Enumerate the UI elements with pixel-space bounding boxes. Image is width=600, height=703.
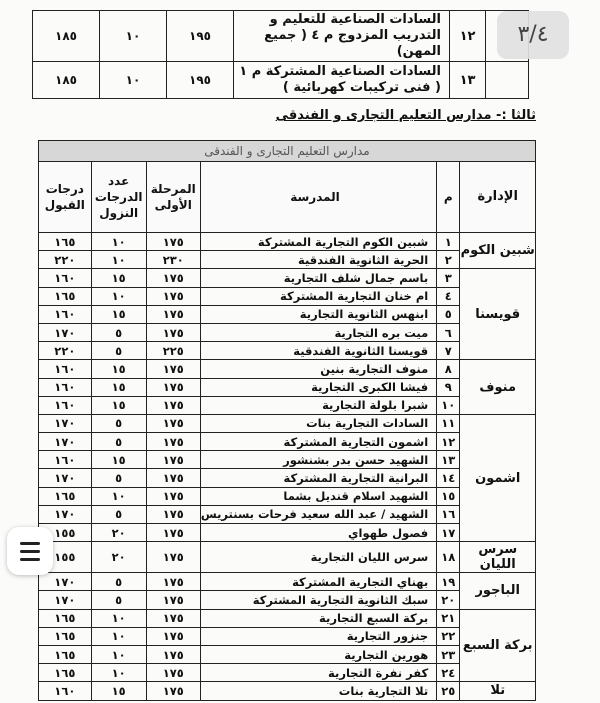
first-stage-cell: ١٧٥ [146,269,200,287]
row-number-cell: ٤ [437,287,460,305]
row-number-cell: ٧ [437,342,460,360]
min-degrees-cell: ١٦٥ [39,609,92,627]
first-stage-cell: ١٧٥ [146,627,200,645]
min-degrees-cell: ١٦٥ [39,627,92,645]
idara-cell: منوف [460,360,536,415]
row-number-cell: ١٠ [437,396,460,414]
drop-degrees-cell: ٥ [91,469,146,487]
first-stage-cell: ١٧٥ [146,469,200,487]
top-num-cell: ١٢ [450,11,486,62]
school-name-cell: سبك الثانوية التجارية المشتركة [200,591,436,609]
top-min-cell: ١٨٥ [33,11,100,62]
row-number-cell: ٢٠ [437,591,460,609]
table-row [39,414,536,432]
first-stage-cell: ١٧٥ [146,360,200,378]
top-gov-cell [486,62,529,99]
row-number-cell: ١٢ [437,433,460,451]
row-number-cell: ٢٤ [437,664,460,682]
commercial-schools-table [38,140,536,701]
idara-cell: تلا [460,682,536,700]
first-stage-cell: ١٧٥ [146,287,200,305]
drop-degrees-cell: ٢٠ [91,524,146,542]
first-stage-cell: ١٧٥ [146,433,200,451]
top-table-row [33,11,529,62]
menu-icon-bar [20,558,40,561]
school-name-cell: بهناي التجارية المشتركة [200,573,436,591]
drop-degrees-cell: ١٥ [91,360,146,378]
min-degrees-cell: ٢٢٠ [39,342,92,360]
table-row [39,609,536,627]
row-number-cell: ١٧ [437,524,460,542]
row-number-cell: ٢٥ [437,682,460,700]
row-number-cell: ٢ [437,251,460,269]
school-name-cell: السادات التجارية بنات [200,414,436,432]
table-row [39,573,536,591]
table-row [39,682,536,700]
min-degrees-cell: ١٧٠ [39,591,92,609]
idara-cell: اشمون [460,414,536,541]
top-num-cell: ١٣ [450,62,486,99]
top-first-stage-cell: ١٩٥ [167,11,234,62]
idara-cell: بركة السبع [460,609,536,682]
idara-cell: قويسنا [460,269,536,360]
first-stage-cell: ١٧٥ [146,609,200,627]
first-stage-cell: ١٧٥ [146,378,200,396]
table-row [39,233,536,251]
row-number-cell: ١٤ [437,469,460,487]
top-school-cell: السادات الصناعية للتعليم و التدريب المزدوج م ٤ ( جميع المهن) [234,11,450,62]
school-name-cell: جنزور التجارية [200,627,436,645]
school-name-cell: فيشا الكبرى التجارية [200,378,436,396]
idara-cell: الباجور [460,573,536,609]
idara-cell: سرس الليان [460,542,536,573]
row-number-cell: ٢٣ [437,645,460,663]
first-stage-cell: ١٧٥ [146,664,200,682]
page-indicator: ٣/٤ [497,11,569,59]
school-name-cell: قويسنا الثانوية الفندقية [200,342,436,360]
header-drop-degrees: عدد الدرجات النزول [91,162,146,233]
first-stage-cell: ١٧٥ [146,487,200,505]
row-number-cell: ٨ [437,360,460,378]
drop-degrees-cell: ١٥ [91,396,146,414]
drop-degrees-cell: ١٥ [91,378,146,396]
top-table-row [33,62,529,99]
row-number-cell: ١٦ [437,505,460,523]
header-m: م [437,162,460,233]
school-name-cell: شبين الكوم التجارية المشتركة [200,233,436,251]
top-drop-cell: ١٠ [100,62,167,99]
row-number-cell: ١٩ [437,573,460,591]
drop-degrees-cell: ٥ [91,414,146,432]
drop-degrees-cell: ١٠ [91,664,146,682]
school-name-cell: سرس الليان التجارية [200,542,436,573]
school-name-cell: كفر نفرة التجارية [200,664,436,682]
school-name-cell: منوف التجارية بنين [200,360,436,378]
min-degrees-cell: ١٦٥ [39,287,92,305]
menu-icon-bar [20,542,40,545]
drop-degrees-cell: ١٠ [91,645,146,663]
top-drop-cell: ١٠ [100,11,167,62]
school-name-cell: شبرا بلولة التجارية [200,396,436,414]
first-stage-cell: ١٧٥ [146,323,200,341]
drop-degrees-cell: ٥ [91,505,146,523]
school-name-cell: الحرية الثانوية الفندقية [200,251,436,269]
min-degrees-cell: ١٧٠ [39,433,92,451]
school-name-cell: ابنهس الثانوية التجارية [200,305,436,323]
min-degrees-cell: ١٦٥ [39,664,92,682]
table-caption: مدارس التعليم التجارى و الفندقى [39,141,536,162]
first-stage-cell: ١٧٥ [146,573,200,591]
header-school: المدرسة [200,162,436,233]
first-stage-cell: ١٧٥ [146,542,200,573]
top-min-cell: ١٨٥ [33,62,100,99]
min-degrees-cell: ١٦٠ [39,378,92,396]
first-stage-cell: ١٧٥ [146,414,200,432]
drop-degrees-cell: ٢٠ [91,542,146,573]
drop-degrees-cell: ١٠ [91,609,146,627]
school-name-cell: الشهيد / عبد الله سعيد فرحات بسنتريس [200,505,436,523]
school-name-cell: ميت بره التجارية [200,323,436,341]
menu-button[interactable] [7,527,53,575]
row-number-cell: ١٨ [437,542,460,573]
school-name-cell: تلا التجارية بنات [200,682,436,700]
min-degrees-cell: ١٥٥ [39,542,92,573]
school-name-cell: الشهيد اسلام قنديل بشما [200,487,436,505]
first-stage-cell: ١٧٥ [146,645,200,663]
min-degrees-cell: ١٦٥ [39,233,92,251]
min-degrees-cell: ١٦٠ [39,396,92,414]
school-name-cell: فصول طهواي [200,524,436,542]
drop-degrees-cell: ١٥ [91,305,146,323]
school-name-cell: باسم جمال شلف التجارية [200,269,436,287]
row-number-cell: ١١ [437,414,460,432]
first-stage-cell: ٢٣٠ [146,251,200,269]
min-degrees-cell: ١٦٠ [39,682,92,700]
min-degrees-cell: ١٦٠ [39,305,92,323]
section-title: ثالثا :- مدارس التعليم التجارى و الفندقى [275,108,536,123]
first-stage-cell: ١٧٥ [146,451,200,469]
drop-degrees-cell: ١٠ [91,287,146,305]
first-stage-cell: ١٧٥ [146,505,200,523]
first-stage-cell: ١٧٥ [146,682,200,700]
school-name-cell: بركة السبع التجارية [200,609,436,627]
min-degrees-cell: ١٦٥ [39,645,92,663]
table-row [39,542,536,573]
drop-degrees-cell: ٥ [91,591,146,609]
min-degrees-cell: ١٦٠ [39,360,92,378]
school-name-cell: هورين التجارية [200,645,436,663]
row-number-cell: ٦ [437,323,460,341]
menu-icon-bar [20,550,40,553]
min-degrees-cell: ١٦٠ [39,451,92,469]
school-name-cell: ام خنان التجارية المشتركة [200,287,436,305]
min-degrees-cell: ١٦٠ [39,269,92,287]
drop-degrees-cell: ١٠ [91,233,146,251]
school-name-cell: اشمون التجارية المشتركة [200,433,436,451]
drop-degrees-cell: ١٥ [91,682,146,700]
drop-degrees-cell: ١٥ [91,451,146,469]
min-degrees-cell: ١٧٠ [39,469,92,487]
row-number-cell: ١٥ [437,487,460,505]
min-degrees-cell: ١٦٥ [39,487,92,505]
min-degrees-cell: ١٧٠ [39,414,92,432]
first-stage-cell: ١٧٥ [146,233,200,251]
first-stage-cell: ٢٢٥ [146,342,200,360]
top-school-cell: السادات الصناعية المشتركة م ١ ( فنى تركيبات كهربائية ) [234,62,450,99]
top-continuation-table [32,10,529,99]
first-stage-cell: ١٧٥ [146,524,200,542]
table-row [39,269,536,287]
row-number-cell: ٥ [437,305,460,323]
first-stage-cell: ١٧٥ [146,591,200,609]
drop-degrees-cell: ١٠ [91,627,146,645]
header-idara: الإدارة [460,162,536,233]
drop-degrees-cell: ٥ [91,323,146,341]
header-first-stage: المرحلة الأولى [146,162,200,233]
first-stage-cell: ١٧٥ [146,396,200,414]
row-number-cell: ١٣ [437,451,460,469]
min-degrees-cell: ١٥٥ [39,524,92,542]
top-first-stage-cell: ١٩٥ [167,62,234,99]
drop-degrees-cell: ٥ [91,433,146,451]
idara-cell: شبين الكوم [460,233,536,269]
header-min-degrees: درجات القبول [39,162,92,233]
min-degrees-cell: ١٧٠ [39,505,92,523]
min-degrees-cell: ٢٢٠ [39,251,92,269]
drop-degrees-cell: ٥ [91,573,146,591]
row-number-cell: ٩ [437,378,460,396]
school-name-cell: الشهيد حسن بدر بشنشور [200,451,436,469]
drop-degrees-cell: ٥ [91,342,146,360]
table-row [39,360,536,378]
row-number-cell: ٢٢ [437,627,460,645]
row-number-cell: ٣ [437,269,460,287]
first-stage-cell: ١٧٥ [146,305,200,323]
min-degrees-cell: ١٧٠ [39,573,92,591]
row-number-cell: ١ [437,233,460,251]
drop-degrees-cell: ١٠ [91,487,146,505]
drop-degrees-cell: ١٥ [91,269,146,287]
row-number-cell: ٢١ [437,609,460,627]
drop-degrees-cell: ١٠ [91,251,146,269]
min-degrees-cell: ١٧٠ [39,323,92,341]
school-name-cell: البرانية التجارية المشتركة [200,469,436,487]
